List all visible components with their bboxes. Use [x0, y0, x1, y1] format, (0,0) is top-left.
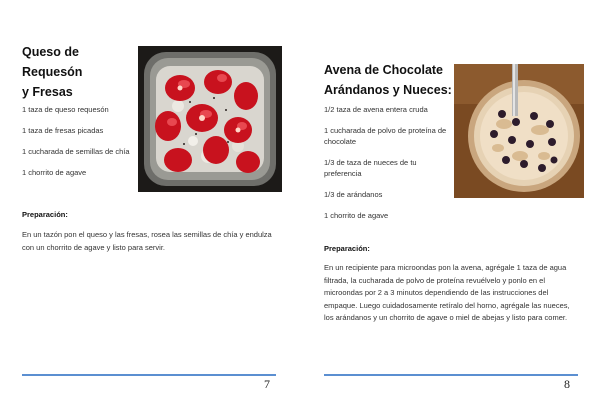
preparation-heading: Preparación:	[324, 244, 370, 253]
preparation-text: En un tazón pon el queso y las fresas, rosea las semillas de chía y endulza con un chorrito de agave y listo para servir.	[22, 230, 272, 252]
recipe-title-line-1: Queso de Requesón	[22, 45, 83, 79]
recipe-title-line-1: Avena de Chocolate	[324, 63, 444, 77]
footer-rule	[22, 374, 276, 376]
ingredient-item: 1/3 de taza de nueces de tu preferencia	[324, 158, 417, 178]
footer-rule	[324, 374, 578, 376]
preparation-text: En un recipiente para microondas pon la avena, agrégale 1 taza de agua filtrada, la cucharada de polvo de proteína revuélvelo y ponlo en el microondas por 2 a 3 minutos dependiendo de las instrucciones del empaque. Luego cuidadosamente retíralo del horno, agrégale las nueces, los arándanos y un chorrito de agave o miel de abejas y listo para comer.	[324, 263, 570, 322]
ingredients-list	[324, 104, 448, 231]
ingredient-item: 1 taza de fresas picadas	[22, 126, 104, 135]
ingredient-item: 1 cucharada de semillas de chía	[22, 147, 130, 156]
recipe-title	[22, 42, 142, 102]
preparation-heading: Preparación:	[22, 210, 68, 219]
ingredient-item: 1/3 de arándanos	[324, 190, 383, 199]
ingredient-item: 1 taza de queso requesón	[22, 105, 109, 114]
page-number: 7	[264, 377, 270, 391]
ingredient-item: 1 chorrito de agave	[324, 211, 389, 220]
page-number: 8	[564, 377, 570, 391]
page-right	[300, 0, 600, 415]
ingredient-item: 1 cucharada de polvo de proteína de chocolate	[324, 126, 447, 146]
strawberries-cottage-cheese-photo	[138, 46, 282, 192]
oatmeal-blueberries-photo	[454, 64, 584, 198]
recipe-title-line-2: y Fresas	[22, 85, 73, 99]
recipe-title-line-2: Arándanos y Nueces:	[324, 83, 452, 97]
ingredients-list	[22, 104, 140, 188]
ingredient-item: 1/2 taza de avena entera cruda	[324, 105, 428, 114]
recipe-title	[324, 60, 454, 100]
ingredient-item: 1 chorrito de agave	[22, 168, 87, 177]
